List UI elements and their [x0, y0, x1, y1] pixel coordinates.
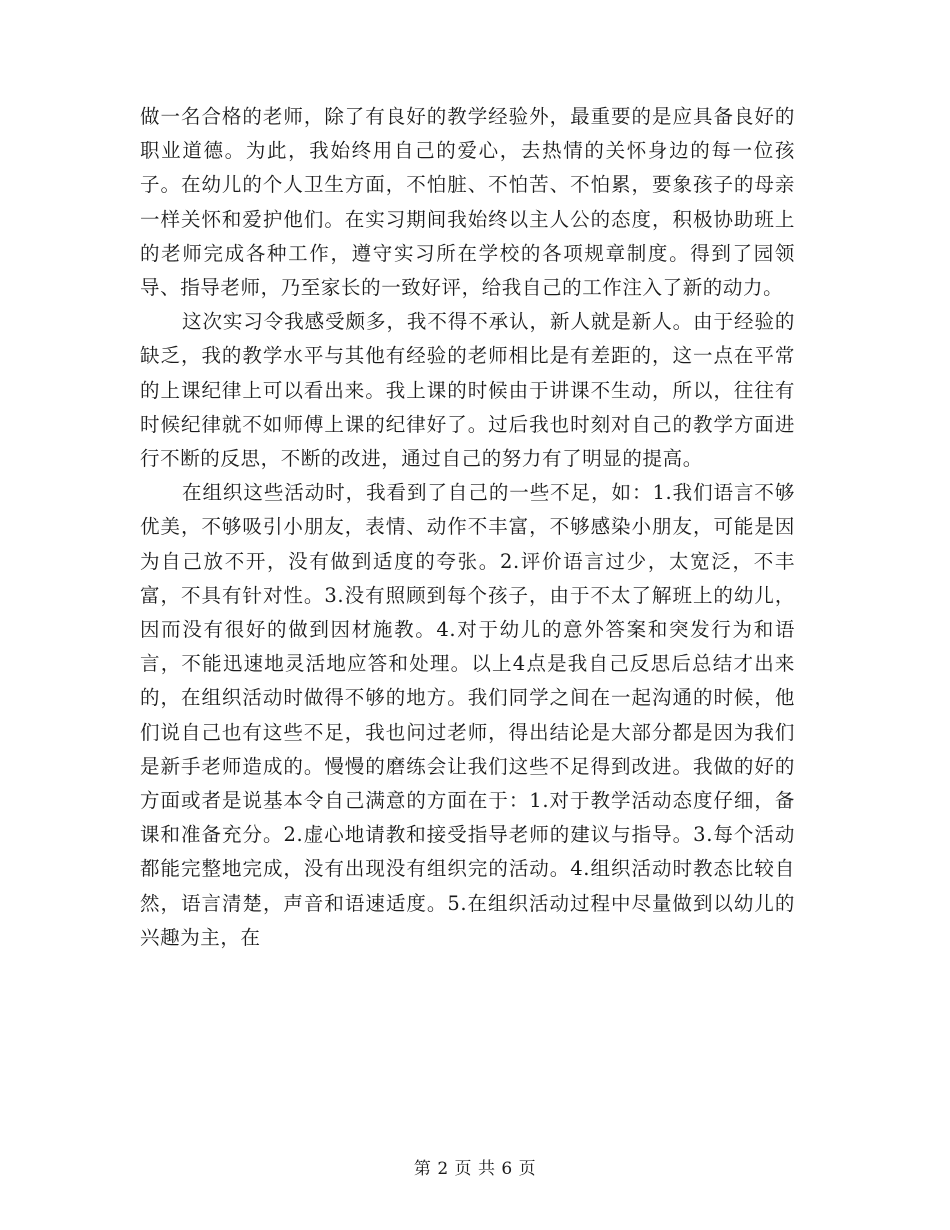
page-number-footer: 第 2 页 共 6 页: [413, 1159, 537, 1179]
paragraph-1: 做一名合格的老师，除了有良好的教学经验外，最重要的是应具备良好的职业道德。为此，我始终用自己的爱心，去热情的关怀身边的每一位孩子。在幼儿的个人卫生方面，不怕脏、不怕苦、不怕累，要象孩子的母亲一样关怀和爱护他们。在实习期间我始终以主人公的态度，积极协助班上的老师完成各种工作，遵守实习所在学校的各项规章制度。得到了园领导、指导老师，乃至家长的一致好评，给我自己的工作注入了新的动力。: [140, 105, 795, 300]
paragraph-2: 这次实习令我感受颇多，我不得不承认，新人就是新人。由于经验的缺乏，我的教学水平与其他有经验的老师相比是有差距的，这一点在平常的上课纪律上可以看出来。我上课的时候由于讲课不生动，所以，往往有时候纪律就不如师傅上课的纪律好了。过后我也时刻对自己的教学方面进行不断的反思，不断的改进，通过自己的努力有了明显的提高。: [140, 310, 795, 471]
document-body: [140, 100, 795, 955]
paragraph-3: 在组织这些活动时，我看到了自己的一些不足，如：1.我们语言不够优美，不够吸引小朋友，表情、动作不丰富，不够感染小朋友，可能是因为自己放不开，没有做到适度的夸张。2.评价语言过少，太宽泛，不丰富，不具有针对性。3.没有照顾到每个孩子，由于不太了解班上的幼儿，因而没有很好的做到因材施教。4.对于幼儿的意外答案和突发行为和语言，不能迅速地灵活地应答和处理。以上4点是我自己反思后总结才出来的，在组织活动时做得不够的地方。我们同学之间在一起沟通的时候，他们说自己也有这些不足，我也问过老师，得出结论是大部分都是因为我们是新手老师造成的。慢慢的磨练会让我们这些不足得到改进。我做的好的方面或者是说基本令自己满意的方面在于：1.对于教学活动态度仔细，备课和准备充分。2.虚心地请教和接受指导老师的建议与指导。3.每个活动都能完整地完成，没有出现没有组织完的活动。4.组织活动时教态比较自然，语言清楚，声音和语速适度。5.在组织活动过程中尽量做到以幼儿的兴趣为主，在: [140, 481, 795, 949]
